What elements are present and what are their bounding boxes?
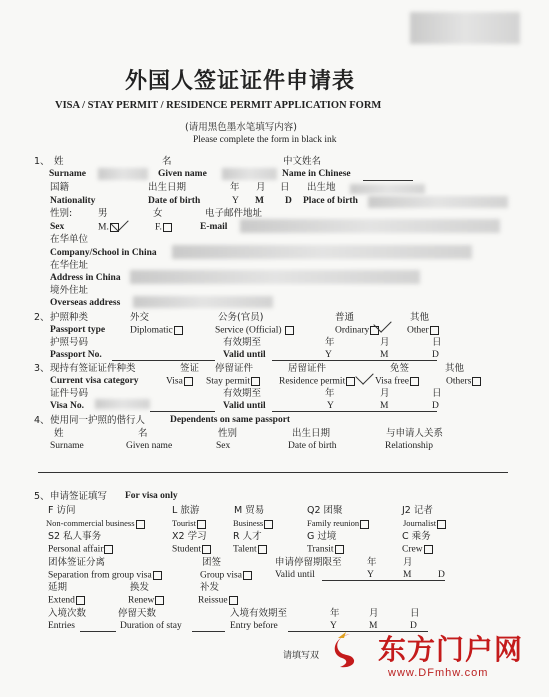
zjhm-label: 证件号码 — [50, 388, 89, 399]
s4-dob: Date of birth — [288, 441, 337, 451]
residence-check-mark — [355, 366, 373, 384]
male-label: M. — [98, 222, 109, 233]
s2-y: Y — [325, 350, 332, 360]
g-checkbox[interactable] — [335, 545, 344, 554]
s3-mq: 免签 — [390, 363, 410, 374]
duration-line — [192, 631, 225, 632]
visa-m: M 贸易 — [234, 505, 265, 516]
others-checkbox[interactable] — [472, 377, 481, 386]
redacted-address — [130, 270, 420, 284]
visa-s2: S2 私人事务 — [48, 531, 102, 542]
j2-label: Journalist — [403, 518, 437, 528]
passport-no-line — [112, 360, 215, 361]
reissue-option[interactable] — [198, 596, 238, 606]
visa-free-checkbox[interactable] — [410, 377, 419, 386]
residence-option[interactable] — [279, 377, 355, 387]
visa-x2: X2 学习 — [172, 531, 207, 542]
s4-number: 4、 — [34, 415, 50, 426]
extend-label: Extend — [48, 595, 75, 606]
passport-no-label: Passport No. — [50, 350, 102, 360]
visa-l: L 旅游 — [172, 505, 200, 516]
ordinary-label: Ordinary — [335, 325, 370, 336]
redacted-email — [240, 219, 500, 233]
x2-label: Student — [172, 544, 202, 555]
watermark-text-cn: 东方门户网 — [378, 633, 524, 666]
s3-number: 3、 — [34, 363, 50, 374]
current-visa-label: Current visa category — [50, 376, 139, 386]
ttqz-label: 团体签证分离 — [48, 557, 106, 568]
sqtl-label: 申请停留期限至 — [275, 557, 342, 568]
group-label: Group visa — [200, 570, 242, 581]
service-checkbox[interactable] — [285, 326, 294, 335]
l-label: Tourist — [172, 518, 196, 528]
ordinary-option[interactable] — [335, 326, 379, 336]
s2-valid-line — [272, 360, 437, 361]
zhdw-label: 在华单位 — [50, 234, 89, 245]
s3-valid-label: Valid until — [223, 401, 266, 411]
g-option[interactable] — [307, 545, 344, 555]
s2-checkbox[interactable] — [104, 545, 113, 554]
jwzz-label: 境外住址 — [50, 285, 89, 296]
diplomatic-option[interactable] — [130, 326, 183, 336]
s5-ri2: 日 — [410, 608, 420, 619]
s4-given: Given name — [126, 441, 173, 451]
email-label: E-mail — [200, 222, 228, 232]
s2-nian: 年 — [325, 337, 335, 348]
nian-label: 年 — [230, 182, 240, 193]
l-checkbox[interactable] — [197, 520, 206, 529]
s1-xing: 姓 — [54, 156, 64, 167]
s5-m2: M — [369, 621, 378, 631]
m-label: Business — [233, 518, 264, 528]
j2-checkbox[interactable] — [437, 520, 446, 529]
x2-checkbox[interactable] — [202, 545, 211, 554]
visa-free-label: Visa free — [375, 376, 409, 387]
visa-no-label: Visa No. — [50, 401, 84, 411]
group-checkbox[interactable] — [243, 571, 252, 580]
s3-qt: 其他 — [445, 363, 465, 374]
nan-label: 男 — [98, 208, 108, 219]
service-label: Service (Official) — [215, 325, 282, 336]
q2-option[interactable] — [307, 519, 369, 529]
female-label: F. — [155, 222, 162, 233]
s5-y: Y — [367, 570, 374, 580]
service-option[interactable] — [215, 326, 294, 336]
visa-f: F 访问 — [48, 505, 76, 516]
separation-label: Separation from group visa — [48, 570, 152, 581]
form-title-en: VISA / STAY PERMIT / RESIDENCE PERMIT APPLICATION FORM — [55, 100, 382, 111]
email-cn-label: 电子邮件地址 — [205, 208, 263, 219]
j2-option[interactable] — [403, 519, 446, 529]
s3-yxqz: 有效期至 — [223, 388, 262, 399]
stay-permit-option[interactable] — [206, 377, 260, 387]
sex-label: Sex — [50, 222, 65, 232]
duration-label: Duration of stay — [120, 621, 182, 631]
dob-y: Y — [232, 196, 239, 206]
s4-row-line — [38, 472, 508, 473]
visa-checkbox[interactable] — [184, 377, 193, 386]
s1-zwxm: 中文姓名 — [283, 156, 322, 167]
other-checkbox[interactable] — [430, 326, 439, 335]
s4-ming: 名 — [138, 428, 148, 439]
s5-nian: 年 — [367, 557, 377, 568]
s5-valid-label: Valid until — [275, 570, 315, 580]
s4-gx: 与申请人关系 — [386, 428, 444, 439]
s3-valid-line — [272, 411, 437, 412]
wj-label: 外交 — [130, 312, 150, 323]
s5-d2: D — [410, 621, 417, 631]
s3-yue: 月 — [380, 388, 390, 399]
x2-option[interactable] — [172, 545, 211, 555]
s3-m: M — [380, 401, 389, 411]
s2-option[interactable] — [48, 545, 113, 555]
s2-ri: 日 — [432, 337, 442, 348]
diplomatic-checkbox[interactable] — [174, 326, 183, 335]
pob-label: Place of birth — [303, 196, 358, 206]
surname-label: Surname — [49, 169, 86, 179]
s5-yue: 月 — [403, 557, 413, 568]
rjcs-label: 入境次数 — [48, 608, 87, 619]
q2-checkbox[interactable] — [360, 520, 369, 529]
s4-sex: Sex — [216, 441, 231, 451]
nationality-label: Nationality — [50, 196, 96, 206]
s4-xb: 性别 — [218, 428, 238, 439]
qt-label: 其他 — [410, 312, 430, 323]
entry-before-label: Entry before — [230, 621, 278, 631]
s4-rel: Relationship — [385, 441, 434, 451]
other-option[interactable] — [407, 326, 439, 336]
watermark-logo-icon — [330, 630, 360, 670]
separation-option[interactable] — [48, 571, 162, 581]
tlts-label: 停留天数 — [118, 608, 157, 619]
r-option[interactable] — [233, 545, 267, 555]
xb-label: 性别: — [50, 208, 73, 219]
s5-title-en: For visa only — [125, 491, 178, 501]
s3-d: D — [432, 401, 439, 411]
s5-y2: Y — [330, 621, 337, 631]
footer-note: 请填写双 — [283, 651, 320, 661]
given-name-label: Given name — [158, 169, 207, 179]
s2-yue: 月 — [380, 337, 390, 348]
s3-tlzj: 停留证件 — [215, 363, 254, 374]
s3-nian: 年 — [325, 388, 335, 399]
residence-label: Residence permit — [279, 376, 346, 387]
s2-label: Personal affair — [48, 544, 104, 555]
redacted-visa-no — [95, 399, 150, 409]
redacted-company — [172, 245, 472, 259]
renew-option[interactable] — [128, 596, 164, 606]
visa-r: R 人才 — [233, 531, 262, 542]
diplomatic-label: Diplomatic — [130, 325, 173, 336]
reissue-checkbox[interactable] — [229, 596, 238, 605]
renew-checkbox[interactable] — [155, 596, 164, 605]
s4-title-cn: 使用同一护照的偕行人 — [50, 415, 146, 426]
visa-label: Visa — [166, 376, 183, 387]
name-cn-label: Name in Chinese — [282, 169, 351, 179]
dob-m: M — [255, 196, 264, 206]
s3-ri: 日 — [432, 388, 442, 399]
visa-no-line — [150, 411, 215, 412]
redacted-overseas — [133, 296, 273, 308]
s4-csrq: 出生日期 — [292, 428, 331, 439]
r-checkbox[interactable] — [258, 545, 267, 554]
ink-note-cn: (请用黑色墨水笔填写内容) — [185, 122, 297, 133]
yq-label: 延期 — [48, 582, 68, 593]
female-checkbox[interactable] — [163, 223, 172, 232]
s2-valid-label: Valid until — [223, 350, 266, 360]
s5-nian2: 年 — [330, 608, 340, 619]
stay-permit-checkbox[interactable] — [251, 377, 260, 386]
c-checkbox[interactable] — [424, 545, 433, 554]
s2-yxqz: 有效期至 — [223, 337, 262, 348]
f-option[interactable] — [46, 519, 145, 529]
s5-number: 5、 — [34, 491, 50, 502]
s2-number: 2、 — [34, 312, 50, 323]
ri-label: 日 — [280, 182, 290, 193]
extend-option[interactable] — [48, 596, 85, 606]
other-label: Other — [407, 325, 429, 336]
visa-g: G 过境 — [307, 531, 337, 542]
s4-xing: 姓 — [54, 428, 64, 439]
reissue-label: Reissue — [198, 595, 228, 606]
female-option[interactable] — [155, 223, 172, 233]
s3-qz: 签证 — [180, 363, 200, 374]
hzzl-label: 护照种类 — [50, 312, 89, 323]
c-label: Crew — [402, 544, 423, 555]
redacted-given — [222, 168, 277, 180]
s5-d: D — [438, 570, 445, 580]
s1-number: 1、 — [34, 156, 50, 167]
guoji-label: 国籍 — [50, 182, 70, 193]
dob-d: D — [285, 196, 292, 206]
yue-label: 月 — [256, 182, 266, 193]
csd-label: 出生地 — [307, 182, 336, 193]
c-option[interactable] — [402, 545, 433, 555]
hzhm-label: 护照号码 — [50, 337, 89, 348]
extend-checkbox[interactable] — [76, 596, 85, 605]
f-label: Non-commercial business — [46, 518, 135, 528]
name-cn-line — [363, 180, 413, 181]
bf-label: 补发 — [200, 582, 220, 593]
s3-jlzj: 居留证件 — [288, 363, 327, 374]
nv-label: 女 — [153, 208, 163, 219]
group-option[interactable] — [200, 571, 252, 581]
s2-m: M — [380, 350, 389, 360]
m-option[interactable] — [233, 519, 273, 529]
residence-checkbox[interactable] — [346, 377, 355, 386]
visa-option[interactable] — [166, 377, 193, 387]
s5-valid-line — [322, 580, 445, 581]
passport-type-label: Passport type — [50, 325, 106, 335]
visa-c: C 乘务 — [402, 531, 431, 542]
s4-title-en: Dependents on same passport — [170, 415, 291, 425]
redacted-birthplace-cn — [350, 184, 425, 194]
tq-label: 团签 — [202, 557, 222, 568]
ink-note-en: Please complete the form in black ink — [193, 135, 337, 145]
zhzz-label: 在华住址 — [50, 260, 89, 271]
entries-label: Entries — [48, 621, 75, 631]
s4-surname: Surname — [50, 441, 84, 451]
visa-q2: Q2 团聚 — [307, 505, 343, 516]
form-title-cn: 外国人签证证件申请表 — [125, 68, 356, 94]
rjyx-label: 入境有效期至 — [230, 608, 288, 619]
hf-label: 换发 — [130, 582, 150, 593]
redacted-surname — [98, 168, 148, 180]
s3-y: Y — [327, 401, 334, 411]
others-label: Others — [446, 376, 472, 387]
s5-title-cn: 申请签证填写 — [50, 491, 108, 502]
s1-ming: 名 — [162, 156, 172, 167]
entries-line — [80, 631, 116, 632]
watermark-text-en: www.DFmhw.com — [388, 667, 489, 679]
m-checkbox[interactable] — [264, 520, 273, 529]
l-option[interactable] — [172, 519, 206, 529]
address-label: Address in China — [50, 273, 121, 283]
s5-m: M — [403, 570, 412, 580]
company-label: Company/School in China — [50, 248, 157, 258]
visa-free-option[interactable] — [375, 377, 419, 387]
visa-j2: J2 记者 — [402, 505, 433, 516]
redacted-pob — [368, 196, 508, 208]
overseas-label: Overseas address — [50, 298, 121, 308]
s5-yue2: 月 — [369, 608, 379, 619]
pt-label: 普通 — [335, 312, 355, 323]
stay-permit-label: Stay permit — [206, 376, 251, 387]
dob-label: Date of birth — [148, 196, 201, 206]
s2-d: D — [432, 350, 439, 360]
redacted-photo-area — [410, 12, 520, 44]
renew-label: Renew — [128, 595, 155, 606]
r-label: Talent — [233, 544, 257, 555]
f-checkbox[interactable] — [136, 520, 145, 529]
xczl-label: 现持有签证证件种类 — [50, 363, 136, 374]
gw-label: 公务(官员) — [218, 312, 264, 323]
separation-checkbox[interactable] — [153, 571, 162, 580]
q2-label: Family reunion — [307, 518, 360, 528]
others-option[interactable] — [446, 377, 481, 387]
csrq-label: 出生日期 — [148, 182, 187, 193]
g-label: Transit — [307, 544, 334, 555]
